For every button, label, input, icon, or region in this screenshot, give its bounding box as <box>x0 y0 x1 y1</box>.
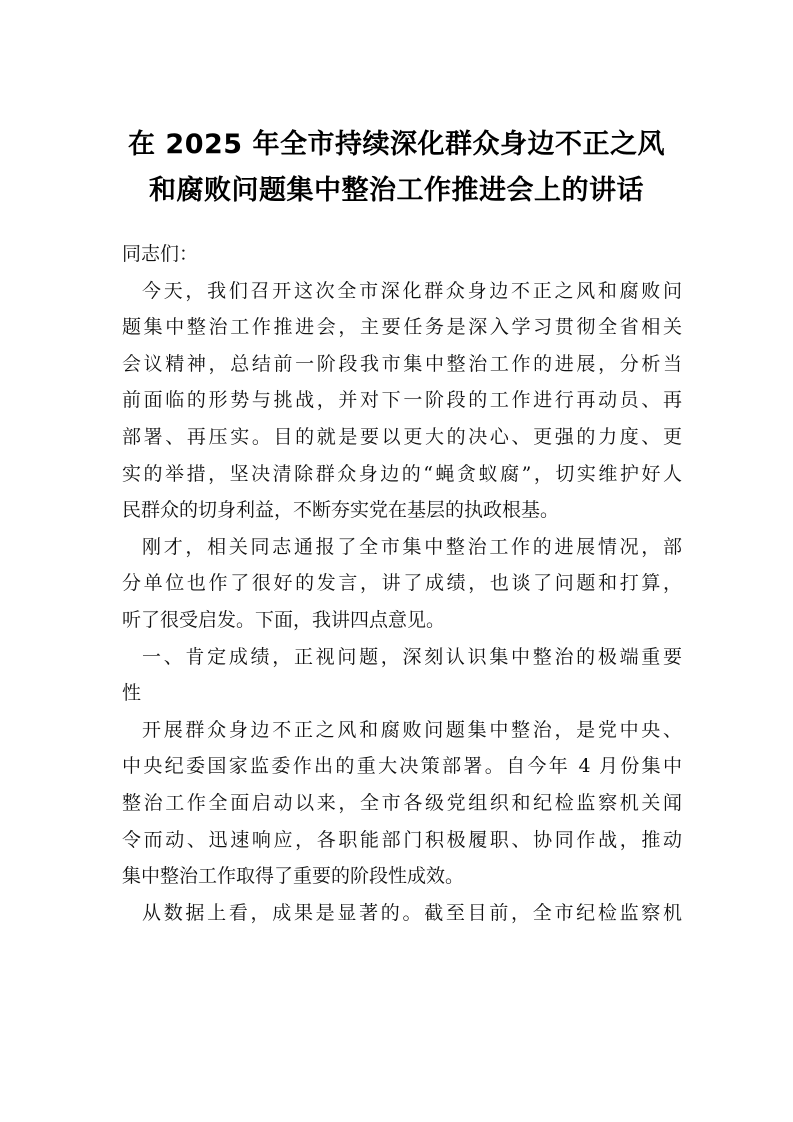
paragraph-line: 实的举措，坚决清除群众身边的“蝇贪蚁腐”，切实维护好人 <box>122 462 682 485</box>
document-title <box>0 122 793 214</box>
section-heading-line: 性 <box>122 682 142 705</box>
paragraph-line: 部署、再压实。目的就是要以更大的决心、更强的力度、更 <box>122 425 682 448</box>
paragraph-line: 中央纪委国家监委作出的重大决策部署。自今年 4 月份集中 <box>122 755 682 778</box>
paragraph-line: 开展群众身边不正之风和腐败问题集中整治，是党中央、 <box>142 718 682 741</box>
paragraph-line: 今天，我们召开这次全市深化群众身边不正之风和腐败问 <box>142 279 682 302</box>
paragraph-line: 题集中整治工作推进会，主要任务是深入学习贯彻全省相关 <box>122 316 682 339</box>
paragraph-line: 集中整治工作取得了重要的阶段性成效。 <box>122 865 465 888</box>
paragraph-line: 整治工作全面启动以来，全市各级党组织和纪检监察机关闻 <box>122 791 682 814</box>
paragraph-line: 前面临的形势与挑战，并对下一阶段的工作进行再动员、再 <box>122 389 682 412</box>
paragraph-line: 会议精神，总结前一阶段我市集中整治工作的进展，分析当 <box>122 352 682 375</box>
paragraph-line: 刚才，相关同志通报了全市集中整治工作的进展情况，部 <box>142 535 682 558</box>
paragraph-line: 分单位也作了很好的发言，讲了成绩，也谈了问题和打算， <box>122 572 682 595</box>
title-line: 在 2025 年全市持续深化群众身边不正之风 <box>128 129 665 160</box>
paragraph-line: 听了很受启发。下面，我讲四点意见。 <box>122 608 446 631</box>
salutation: 同志们： <box>122 243 199 265</box>
paragraph-line: 令而动、迅速响应，各职能部门积极履职、协同作战，推动 <box>122 828 682 851</box>
paragraph-line: 从数据上看，成果是显著的。截至目前，全市纪检监察机 <box>142 901 682 924</box>
section-heading-line: 一、肯定成绩，正视问题，深刻认识集中整治的极端重要 <box>142 645 682 668</box>
paragraph-line: 民群众的切身利益，不断夯实党在基层的执政根基。 <box>122 499 560 522</box>
title-line: 和腐败问题集中整治工作推进会上的讲话 <box>149 175 644 206</box>
document-body <box>122 236 682 931</box>
